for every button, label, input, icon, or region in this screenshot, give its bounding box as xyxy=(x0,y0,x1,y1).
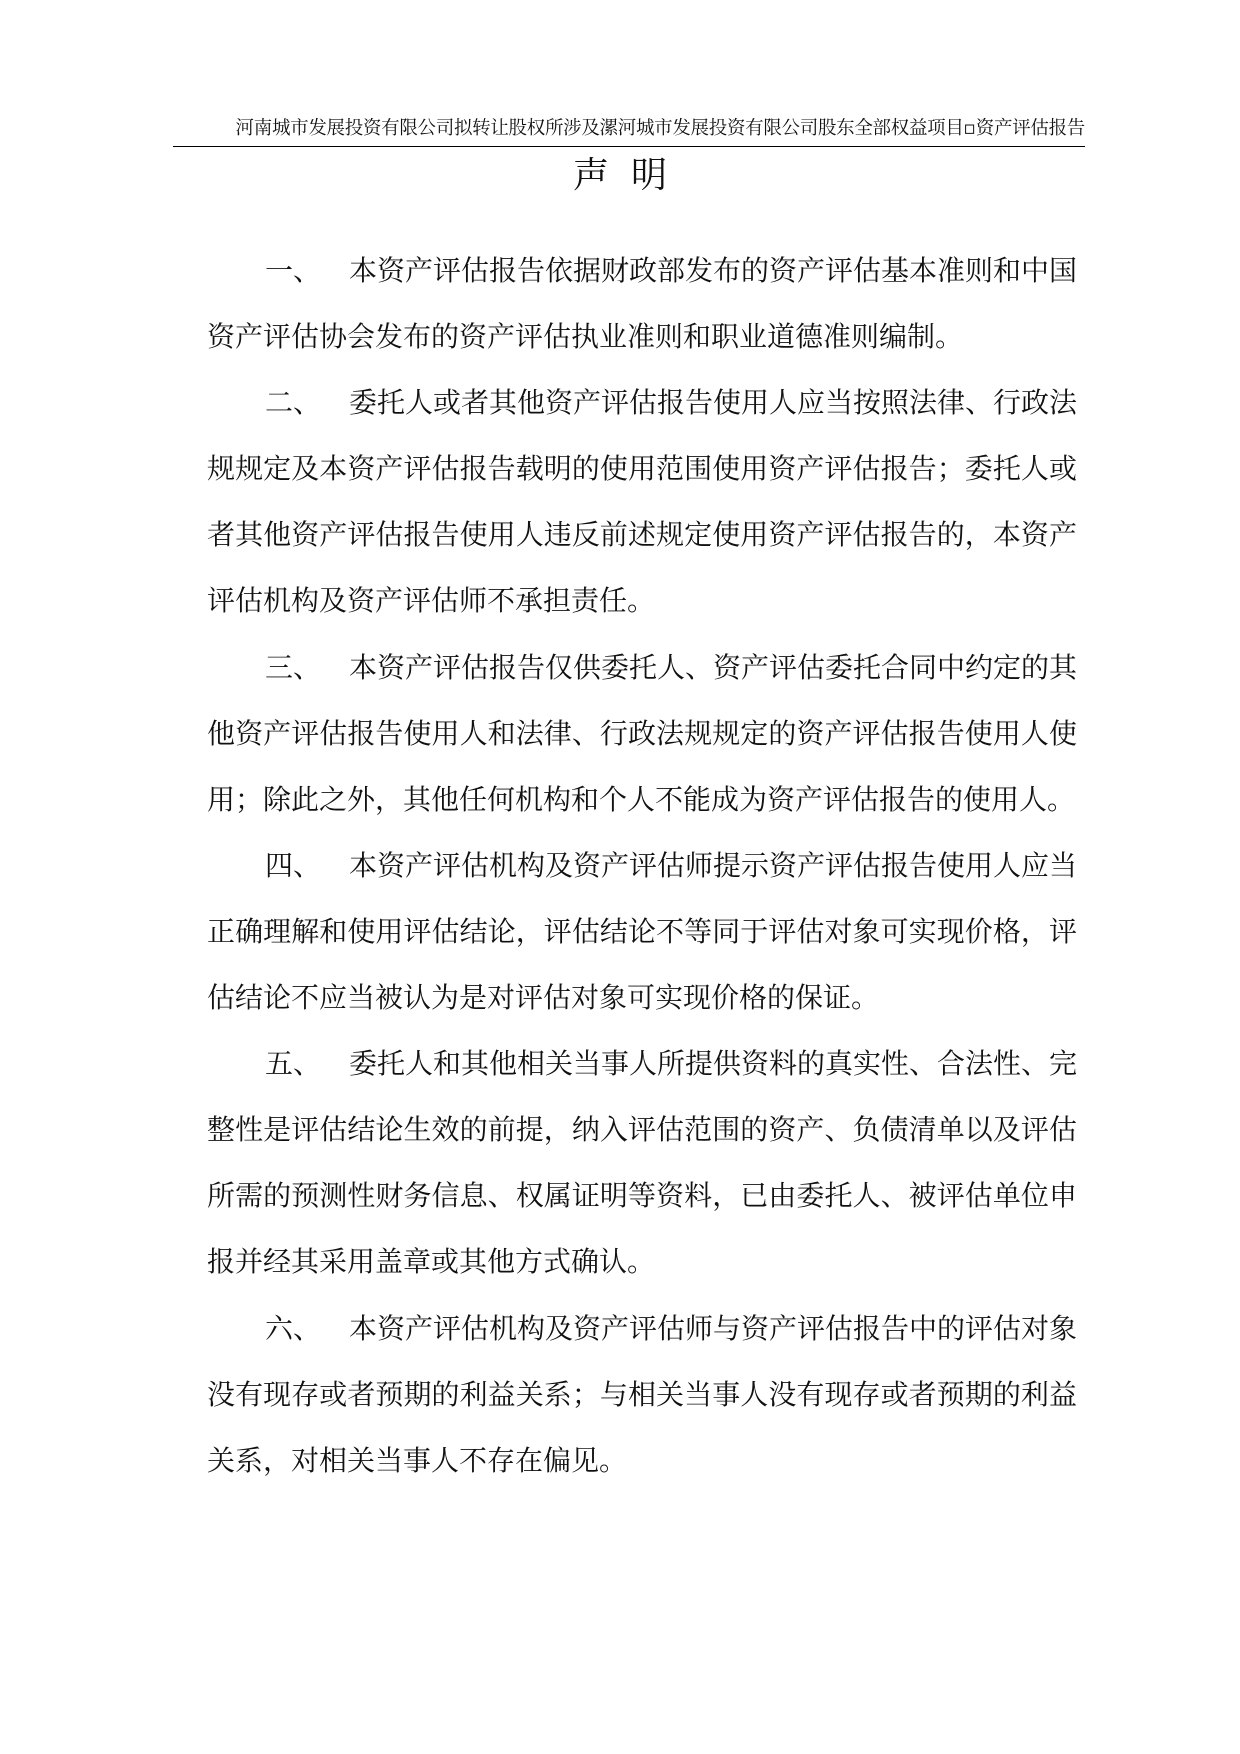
item-text: 委托人和其他相关当事人所提供资料的真实性、合法性、完整性是评估结论生效的前提，纳入评估范围的资产、负债清单以及评估所需的预测性财务信息、权属证明等资料，已由委托人、被评估单位申报并经其采用盖章或其他方式确认。 xyxy=(207,1047,1078,1279)
declaration-item-4 xyxy=(207,833,1077,1031)
item-number: 一、 xyxy=(265,254,322,287)
page-title: 声明 xyxy=(572,155,689,196)
item-text: 本资产评估报告依据财政部发布的资产评估基本准则和中国资产评估协会发布的资产评估执业准则和职业道德准则编制。 xyxy=(207,254,1078,354)
declaration-item-1 xyxy=(207,238,1077,370)
item-number: 三、 xyxy=(265,650,322,684)
item-number: 五、 xyxy=(265,1047,322,1081)
item-text: 本资产评估机构及资产评估师与资产评估报告中的评估对象没有现存或者预期的利益关系；与相关当事人没有现存或者预期的利益关系，对相关当事人不存在偏见。 xyxy=(207,1311,1078,1477)
declaration-item-6 xyxy=(207,1296,1077,1494)
running-header-text: 河南城市发展投资有限公司拟转让股权所涉及漯河城市发展投资有限公司股东全部权益项目▫资产评估报告 xyxy=(235,118,1085,139)
declaration-item-2 xyxy=(207,370,1077,634)
declaration-body xyxy=(207,238,1077,1494)
declaration-item-3 xyxy=(207,635,1077,833)
running-header xyxy=(173,116,1085,147)
item-number: 六、 xyxy=(265,1311,322,1345)
item-text: 委托人或者其他资产评估报告使用人应当按照法律、行政法规规定及本资产评估报告载明的使用范围使用资产评估报告；委托人或者其他资产评估报告使用人违反前述规定使用资产评估报告的，本资产评估机构及资产评估师不承担责任。 xyxy=(207,386,1078,618)
item-text: 本资产评估报告仅供委托人、资产评估委托合同中约定的其他资产评估报告使用人和法律、行政法规规定的资产评估报告使用人使用；除此之外，其他任何机构和个人不能成为资产评估报告的使用人。 xyxy=(207,650,1078,816)
item-number: 四、 xyxy=(265,848,322,882)
item-text: 本资产评估机构及资产评估师提示资产评估报告使用人应当正确理解和使用评估结论，评估结论不等同于评估对象可实现价格，评估结论不应当被认为是对评估对象可实现价格的保证。 xyxy=(207,848,1078,1015)
declaration-item-5 xyxy=(207,1031,1077,1295)
item-number: 二、 xyxy=(265,386,322,420)
